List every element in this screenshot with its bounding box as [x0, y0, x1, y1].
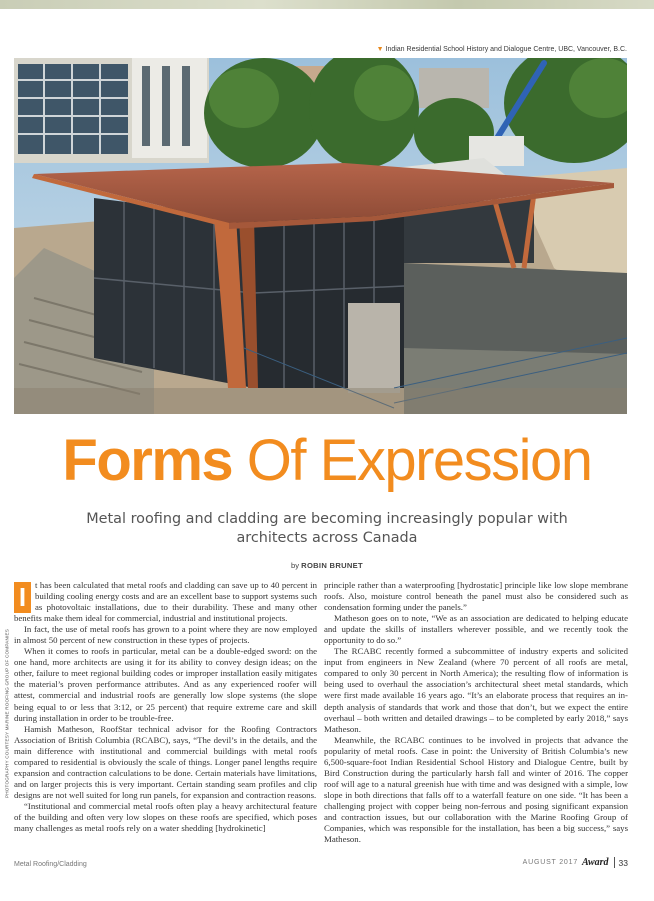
footer-issue-date: AUGUST 2017	[522, 859, 579, 866]
photo-caption	[377, 46, 627, 53]
article-paragraph: In fact, the use of metal roofs has grown to a point where they are now employed in almost 50 percent of new construction in these types of projects.	[14, 624, 317, 646]
photo-credit-text: PHOTOGRAPHY COURTESY MARINE ROOFING GROUP OF COMPANIES	[4, 628, 10, 799]
paragraph-text: t has been calculated that metal roofs and cladding can save up to 40 percent in building cooling energy costs and are an excellent base to support systems such as photovoltaic installations, due to their durability. These and many other benefits make them ideal for commercial, industrial and institutional projects.	[14, 580, 317, 624]
article-paragraph	[14, 580, 317, 624]
footer-divider	[614, 857, 615, 868]
article-paragraph: “Institutional and commercial metal roofs often play a heavy architectural feature of the building and often very low slopes on these roofs are specified, which poses many challenges as metal roofs rely on a water shedding [hydrokinetic]	[14, 800, 317, 834]
magazine-logo: Award	[582, 857, 609, 868]
headline-light: Of Expression	[232, 428, 592, 493]
top-color-band	[0, 0, 654, 9]
article-column-right	[324, 580, 628, 845]
building-photo-illustration	[14, 58, 627, 414]
article-column-left	[14, 580, 317, 834]
headline	[0, 428, 654, 494]
article-paragraph: Hamish Matheson, RoofStar technical advisor for the Roofing Contractors Association of British Columbia (RCABC), says, “The devil’s in the details, and the main difference with institutional and commercial buildings with metal roofs compared to residential is obviously the scale of things. Longer panel lengths require expansion and contraction calculations to be done. Certain materials have limitations, and on larger projects this is very important. Certain standing seam profiles and clip designs are not well suited for long run panels, for expansion and contraction reasons.	[14, 723, 317, 800]
byline-prefix: by	[291, 561, 302, 570]
footer-section: Metal Roofing/Cladding	[14, 861, 87, 868]
byline-author: ROBIN BRUNET	[301, 561, 363, 570]
caption-triangle-icon: ▼	[376, 46, 384, 53]
building-photo	[14, 58, 627, 414]
article-paragraph: When it comes to roofs in particular, metal can be a double-edged sword: on the one hand, more architects are using it for its ability to convey design ideas; on the other, failure to meet regional building codes or improper installation easily mitigates the material’s proven performance attributes. And as any experienced roofer will attest, commercial and industrial roofs are generally low slope systems (the slope being equal to or less that 3:12, or 25 percent) that require extreme care and skill during installation in order to be trouble-free.	[14, 646, 317, 723]
footer-issue	[523, 857, 628, 868]
caption-text: Indian Residential School History and Dialogue Centre, UBC, Vancouver, B.C.	[385, 46, 627, 53]
subtitle: Metal roofing and cladding are becoming increasingly popular with architects across Canada	[86, 511, 568, 546]
article-paragraph: Matheson goes on to note, “We as an association are dedicated to helping educate and update the skills of installers wherever possible, and we recently took the opportunity to do so.”	[324, 613, 628, 646]
article-paragraph: The RCABC recently formed a subcommittee of industry experts and solicited input from engineers in New Zealand (where 70 percent of all roofs are metal, compared to only 30 percent in North America); the resulting flow of information is being used to overhaul the association’s architectural sheet metal standards, which were first made available 16 years ago. “It’s an elaborate process that requires an in-depth analysis of standards that work and those that don’t, but we expect the entire overhaul – both written and detailed drawings – to be completed by early 2018,” says Matheson.	[324, 646, 628, 734]
article-paragraph: principle rather than a waterproofing [hydrostatic] principle like low slope membrane roofs. Also, moisture control beneath the panel must also be considered such as condensation forming under the panels.”	[324, 580, 628, 613]
photo-credit	[3, 580, 11, 850]
dropcap: I	[14, 582, 31, 613]
headline-bold: Forms	[62, 428, 233, 493]
byline	[0, 561, 654, 570]
page-number: 33	[618, 857, 628, 868]
article-paragraph: Meanwhile, the RCABC continues to be involved in projects that advance the popularity of metal roofs. Case in point: the University of British Columbia’s new 6,500-square-foot Indian Residential School History and Dialogue Centre, built by Bird Construction during the particularly harsh fall and winter of 2016. The copper roof will age to a natural greenish hue with time and was designed with a simple, low slope in both directions that falls off to a waterfall feature on one side. “It has been a challenging project with copper being non-ferrous and posing significant expansion and contraction issues, but our collaboration with the Marine Roofing Group of Companies, which was responsible for the installation, has been a big success,” says Matheson.	[324, 734, 628, 845]
